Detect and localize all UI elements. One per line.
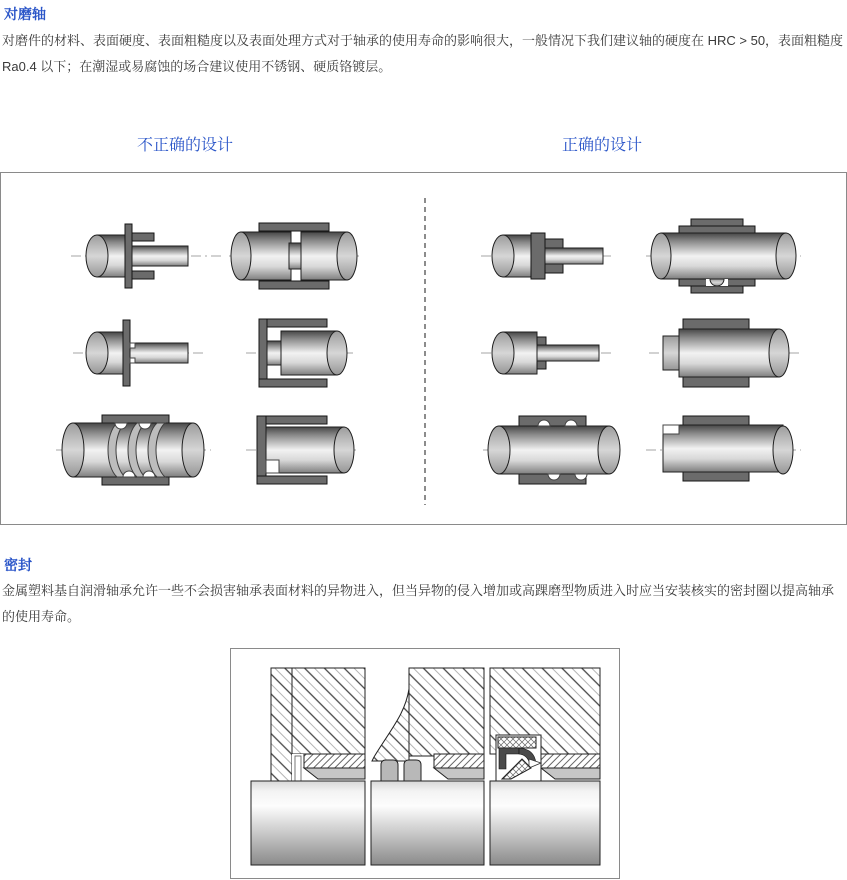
- diagram-incorrect-1a: [71, 224, 221, 288]
- diagram-correct-2b: [649, 319, 801, 387]
- section-title-seal: 密封: [4, 557, 32, 573]
- figure-shaft-designs: [0, 172, 847, 525]
- diagram-incorrect-1b: [229, 223, 363, 289]
- diagram-incorrect-3b: [246, 416, 359, 484]
- diagram-correct-3b: [646, 416, 801, 481]
- section-title-shaft: 对磨轴: [4, 6, 46, 22]
- diagram-incorrect-2b: [246, 319, 353, 387]
- seal-design-3: [490, 668, 600, 865]
- label-correct-design: 正确的设计: [562, 137, 643, 154]
- seal-design-2: [371, 668, 484, 865]
- diagram-incorrect-2a: [73, 320, 206, 386]
- diagram-incorrect-3a: [56, 415, 211, 485]
- shaft-designs-drawing: [1, 173, 846, 524]
- section-body-shaft: 对磨件的材料、表面硬度、表面粗糙度以及表面处理方式对于轴承的使用寿命的影响很大，一般情况下我们建议轴的硬度在 HRC > 50，表面粗糙度 Ra0.4 以下；在潮湿或易腐蚀的场合建议使用不锈钢、硬质铬镀层。: [2, 33, 844, 74]
- seal-drawing: [231, 649, 619, 878]
- label-incorrect-design: 不正确的设计: [137, 137, 234, 154]
- diagram-correct-1b: [646, 219, 801, 293]
- section-body-seal: 金属塑料基自润滑轴承允许一些不会损害轴承表面材料的异物进入，但当异物的侵入增加或高踝磨型物质进入时应当安装核实的密封圈以提高轴承的使用寿命。: [2, 583, 835, 624]
- figure-seal-cross-section: [230, 648, 620, 879]
- diagram-correct-2a: [481, 332, 613, 374]
- seal-design-1: [251, 668, 365, 865]
- diagram-correct-3a: [483, 416, 623, 484]
- diagram-correct-1a: [481, 233, 613, 279]
